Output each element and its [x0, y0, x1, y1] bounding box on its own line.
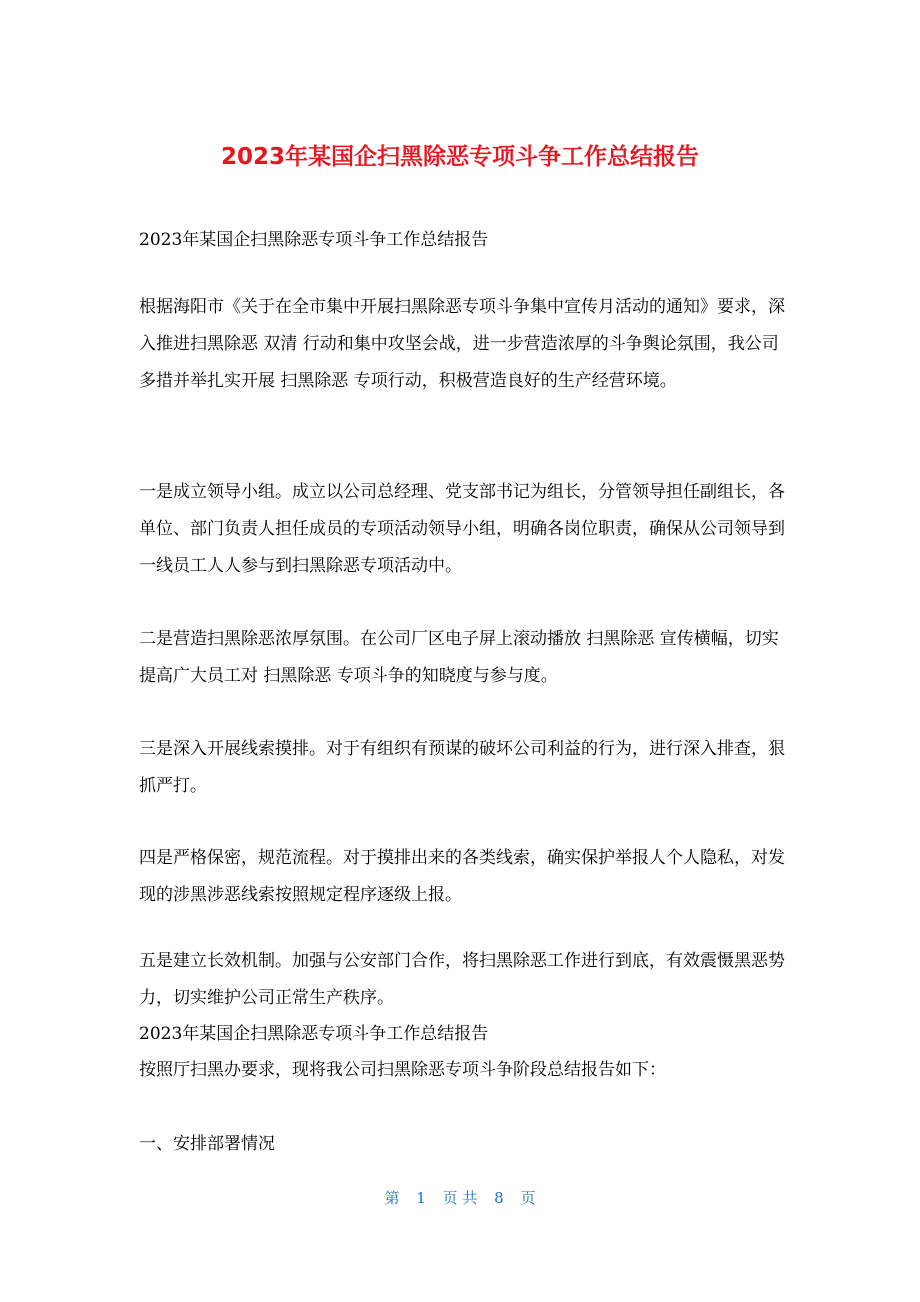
- paragraph-point-4: 四是严格保密，规范流程。对于摸排出来的各类线索，确实保护举报人个人隐私，对发现的涉黑涉恶线索按照规定程序逐级上报。: [139, 848, 785, 905]
- paragraph-intro: 根据海阳市《关于在全市集中开展扫黑除恶专项斗争集中宣传月活动的通知》要求，深入推进扫黑除恶 双清 行动和集中攻坚会战，进一步营造浓厚的斗争舆论氛围，我公司多措并举扎实开展 扫黑除恶 专项行动，积极营造良好的生产经营环境。: [139, 297, 785, 391]
- footer-middle: 页 共: [442, 1189, 478, 1207]
- page-footer: [0, 1186, 920, 1210]
- footer-suffix: 页: [520, 1189, 536, 1207]
- paragraph-summary-intro: 按照厅扫黑办要求，现将我公司扫黑除恶专项斗争阶段总结报告如下：: [139, 1060, 666, 1080]
- paragraph-heading-1: 一、安排部署情况: [139, 1134, 275, 1154]
- paragraph-section-title: 2023年某国企扫黑除恶专项斗争工作总结报告: [139, 1024, 489, 1044]
- footer-page-number: 1: [416, 1189, 426, 1207]
- document-title: 2023年某国企扫黑除恶专项斗争工作总结报告: [220, 144, 699, 170]
- paragraph-point-1: 一是成立领导小组。成立以公司总经理、党支部书记为组长，分管领导担任副组长，各单位、部门负责人担任成员的专项活动领导小组，明确各岗位职责，确保从公司领导到一线员工人人参与到扫黑除恶专项活动中。: [139, 482, 785, 576]
- paragraph-subtitle: 2023年某国企扫黑除恶专项斗争工作总结报告: [139, 230, 489, 250]
- paragraph-point-5: 五是建立长效机制。加强与公安部门合作，将扫黑除恶工作进行到底，有效震慑黑恶势力，切实维护公司正常生产秩序。: [139, 951, 785, 1008]
- paragraph-point-2: 二是营造扫黑除恶浓厚氛围。在公司厂区电子屏上滚动播放 扫黑除恶 宣传横幅，切实提高广大员工对 扫黑除恶 专项斗争的知晓度与参与度。: [139, 629, 779, 686]
- paragraph-point-3: 三是深入开展线索摸排。对于有组织有预谋的破坏公司利益的行为，进行深入排查，狠抓严打。: [139, 739, 785, 796]
- footer-prefix: 第: [384, 1189, 400, 1207]
- footer-total-pages: 8: [494, 1189, 504, 1207]
